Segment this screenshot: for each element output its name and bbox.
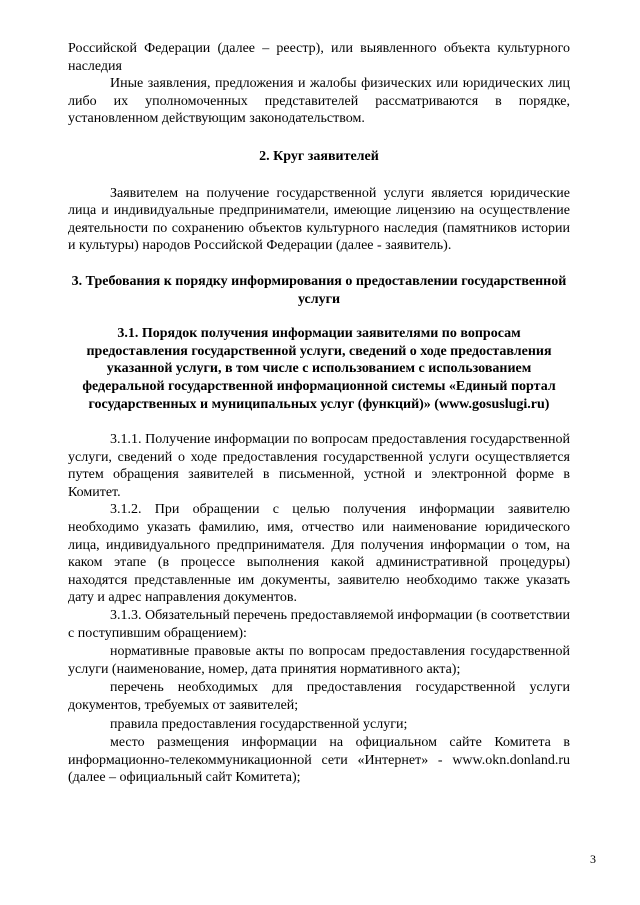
list-item: нормативные правовые акты по вопросам предоставления государственной услуги (наименование, номер, дата принятия нормативного акта); xyxy=(68,644,570,677)
paragraph-3-1-3: 3.1.3. Обязательный перечень предоставляемой информации (в соответствии с поступившим обращением): xyxy=(68,608,570,641)
section-3-1-heading: 3.1. Порядок получения информации заявителями по вопросам предоставления государственной услуги, сведений о ходе предоставления указанной услуги, в том числе с использованием с использованием федеральной государственной информационной системы «Единый портал государственных и муниципальных услуг (функций)» (www.gosuslugi.ru) xyxy=(82,326,556,412)
paragraph-intro-continuation: Российской Федерации (далее – реестр), или выявленного объекта культурного наследия xyxy=(68,41,570,74)
list-item: место размещения информации на официальном сайте Комитета в информационно-телекоммуникационной сети «Интернет» - www.okn.donland.ru (далее – официальный сайт Комитета); xyxy=(68,735,570,786)
paragraph-3-1-2: 3.1.2. При обращении с целью получения информации заявителю необходимо указать фамилию, имя, отчество или наименование юридического лица, индивидуального предпринимателя. Для получения информации о том, на каком этапе (в процессе выполнения какой административной процедуры) находятся представленные им документы, заявителю необходимо также указать дату и адрес направления документов. xyxy=(68,502,570,606)
document-body xyxy=(68,40,570,787)
paragraph-applicants: Заявителем на получение государственной услуги является юридические лица и индивидуальные предприниматели, имеющие лицензию на осуществление деятельности по сохранению объектов культурного наследия (памятников истории и культуры) народов Российской Федерации (далее - заявитель). xyxy=(68,185,570,254)
paragraph-3-1-1: 3.1.1. Получение информации по вопросам предоставления государственной услуги, сведений о ходе предоставления государственной услуги осуществляется путем обращения заявителей в письменной, устной и электронной форме в Комитет. xyxy=(68,432,570,500)
section-2-heading: 2. Круг заявителей xyxy=(259,148,379,164)
list-item: перечень необходимых для предоставления государственной услуги документов, требуемых от заявителей; xyxy=(68,680,570,713)
list-item: правила предоставления государственной услуги; xyxy=(110,716,408,732)
page-number: 3 xyxy=(590,852,596,866)
paragraph-other-applications: Иные заявления, предложения и жалобы физических или юридических лиц либо их уполномоченных представителей рассматриваются в порядке, установленном действующим законодательством. xyxy=(68,76,570,127)
section-3-heading: 3. Требования к порядку информирования о предоставлении государственной услуги xyxy=(71,273,567,307)
